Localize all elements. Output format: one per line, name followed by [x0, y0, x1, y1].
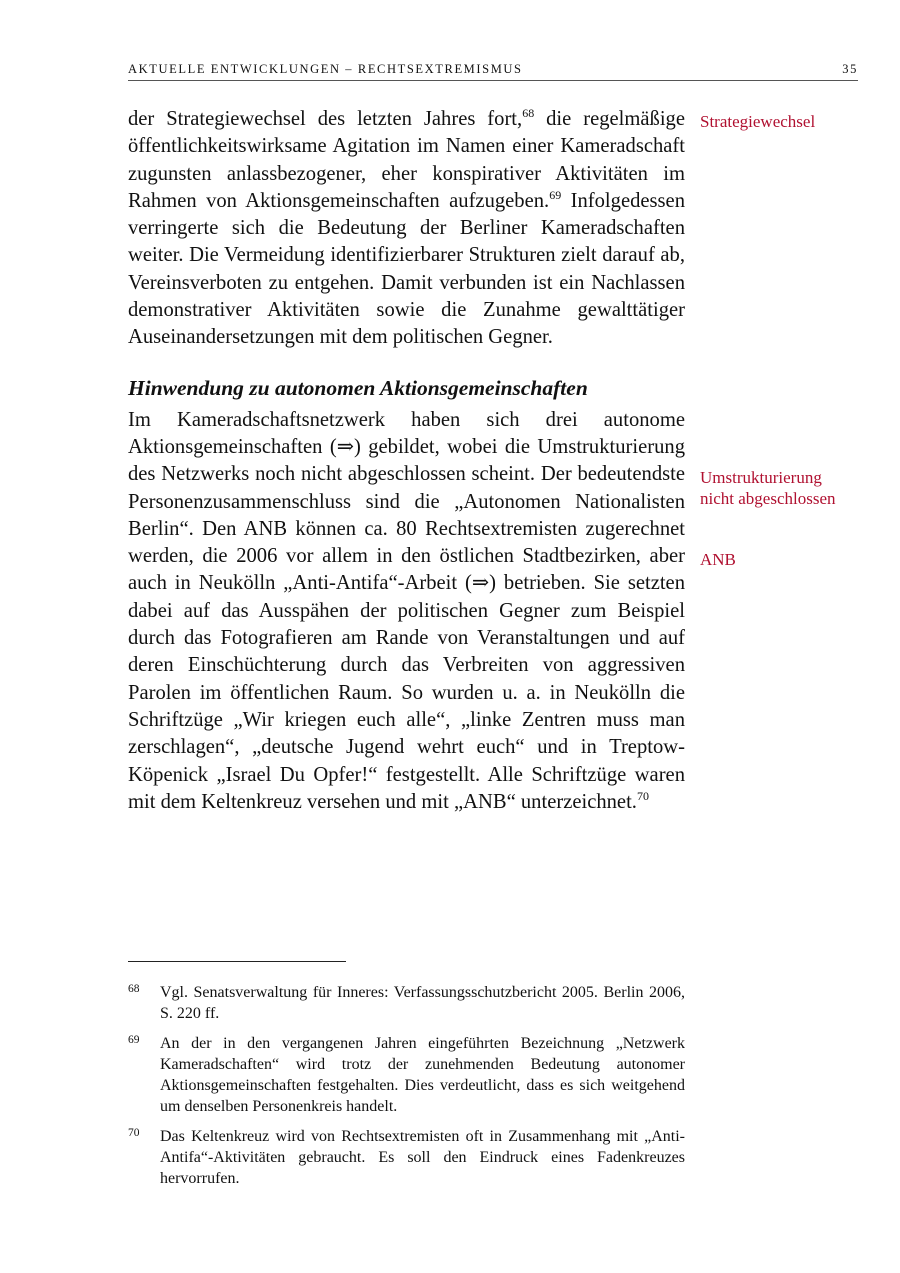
margin-note-strategiewechsel: Strategiewechsel [700, 112, 816, 131]
footnote-number: 70 [128, 1127, 140, 1139]
paragraph-strategy-text-1: der Strategiewechsel des letzten Jahres fort, [128, 108, 523, 130]
paragraph-strategy [128, 106, 685, 352]
footnote-68 [128, 982, 685, 1024]
margin-note-umstrukturierung: Umstrukturierung nicht abgeschlossen [700, 468, 836, 508]
footnote-70 [128, 1126, 685, 1189]
section-heading: Hinwendung zu autonomen Aktionsgemeinschaften [128, 375, 588, 400]
footnote-number: 68 [128, 983, 140, 995]
footnote-text: An der in den vergangenen Jahren eingeführten Bezeichnung „Netzwerk Kameradschaften“ wird trotz der zunehmenden Bedeutung autonomer Aktionsgemeinschaften festgehalten. Dies verdeutlicht, dass es sich weitgehend um denselben Personenkreis handelt. [160, 1035, 685, 1115]
footnote-69 [128, 1033, 685, 1117]
footnote-ref-70[interactable]: 70 [636, 788, 649, 803]
footnote-text: Das Keltenkreuz wird von Rechtsextremisten oft in Zusammenhang mit „Anti-Antifa“-Aktivitäten gebraucht. Es soll den Eindruck eines Fadenkreuzes hervorrufen. [160, 1128, 685, 1187]
running-title: AKTUELLE ENTWICKLUNGEN – RECHTSEXTREMISMUS [128, 62, 523, 76]
paragraph-strategy-text-3: Infolgedessen verringerte sich die Bedeutung der Berliner Kameradschaften weiter. Die Vermeidung identifizierbarer Strukturen zielt darauf ab, Vereinsverboten zu entgehen. Damit verbunden ist ein Nachlassen demonstrativer Aktivitäten sowie die Zunahme gewalttätiger Auseinandersetzungen mit dem politischen Gegner. [128, 189, 685, 349]
footnote-ref-68[interactable]: 68 [522, 106, 535, 120]
paragraph-action-groups [128, 407, 685, 816]
paragraph-strategy-text-2: die regelmäßige öffentlichkeitswirksame Agitation im Namen einer Kameradschaft zugunsten anlassbezogener, eher konspirativer Aktivitäten im Rahmen von Aktionsgemeinschaften aufzugeben. [128, 108, 685, 212]
footnote-text: Vgl. Senatsverwaltung für Inneres: Verfassungsschutzbericht 2005. Berlin 2006, S. 220 ff. [160, 984, 685, 1022]
main-text [128, 106, 685, 816]
paragraph-action-groups-text: Im Kameradschaftsnetzwerk haben sich drei autonome Aktionsgemeinschaften (⇒) gebildet, wobei die Umstrukturierung des Netzwerks noch nicht abgeschlossen scheint. Der bedeutendste Personenzusammenschluss sind die „Autonomen Nationalisten Berlin“. Den ANB können ca. 80 Rechtsextremisten zugerechnet werden, die 2006 vor allem in den östlichen Stadtbezirken, aber auch in Neukölln „Anti-Antifa“-Arbeit (⇒) betrieben. Sie setzten dabei auf das Ausspähen der politischen Gegner zum Beispiel durch das Fotografieren am Rande von Veranstaltungen und auf deren Einschüchterung durch das Verbreiten von aggressiven Parolen im öffentlichen Raum. So wurden u. a. in Neukölln die Schriftzüge „Wir kriegen euch alle“, „linke Zentren muss man zerschlagen“, „deutsche Jugend wehrt euch“ und in Treptow-Köpenick „Israel Du Opfer!“ festgestellt. Alle Schriftzüge waren mit dem Keltenkreuz versehen und mit „ANB“ unterzeichnet. [128, 408, 685, 813]
footnotes [128, 982, 685, 1198]
footnote-ref-69[interactable]: 69 [549, 187, 562, 202]
margin-note-anb: ANB [700, 550, 736, 569]
running-header [128, 62, 858, 81]
footnote-separator [128, 961, 346, 962]
page-number: 35 [842, 62, 858, 76]
footnote-number: 69 [128, 1034, 140, 1046]
